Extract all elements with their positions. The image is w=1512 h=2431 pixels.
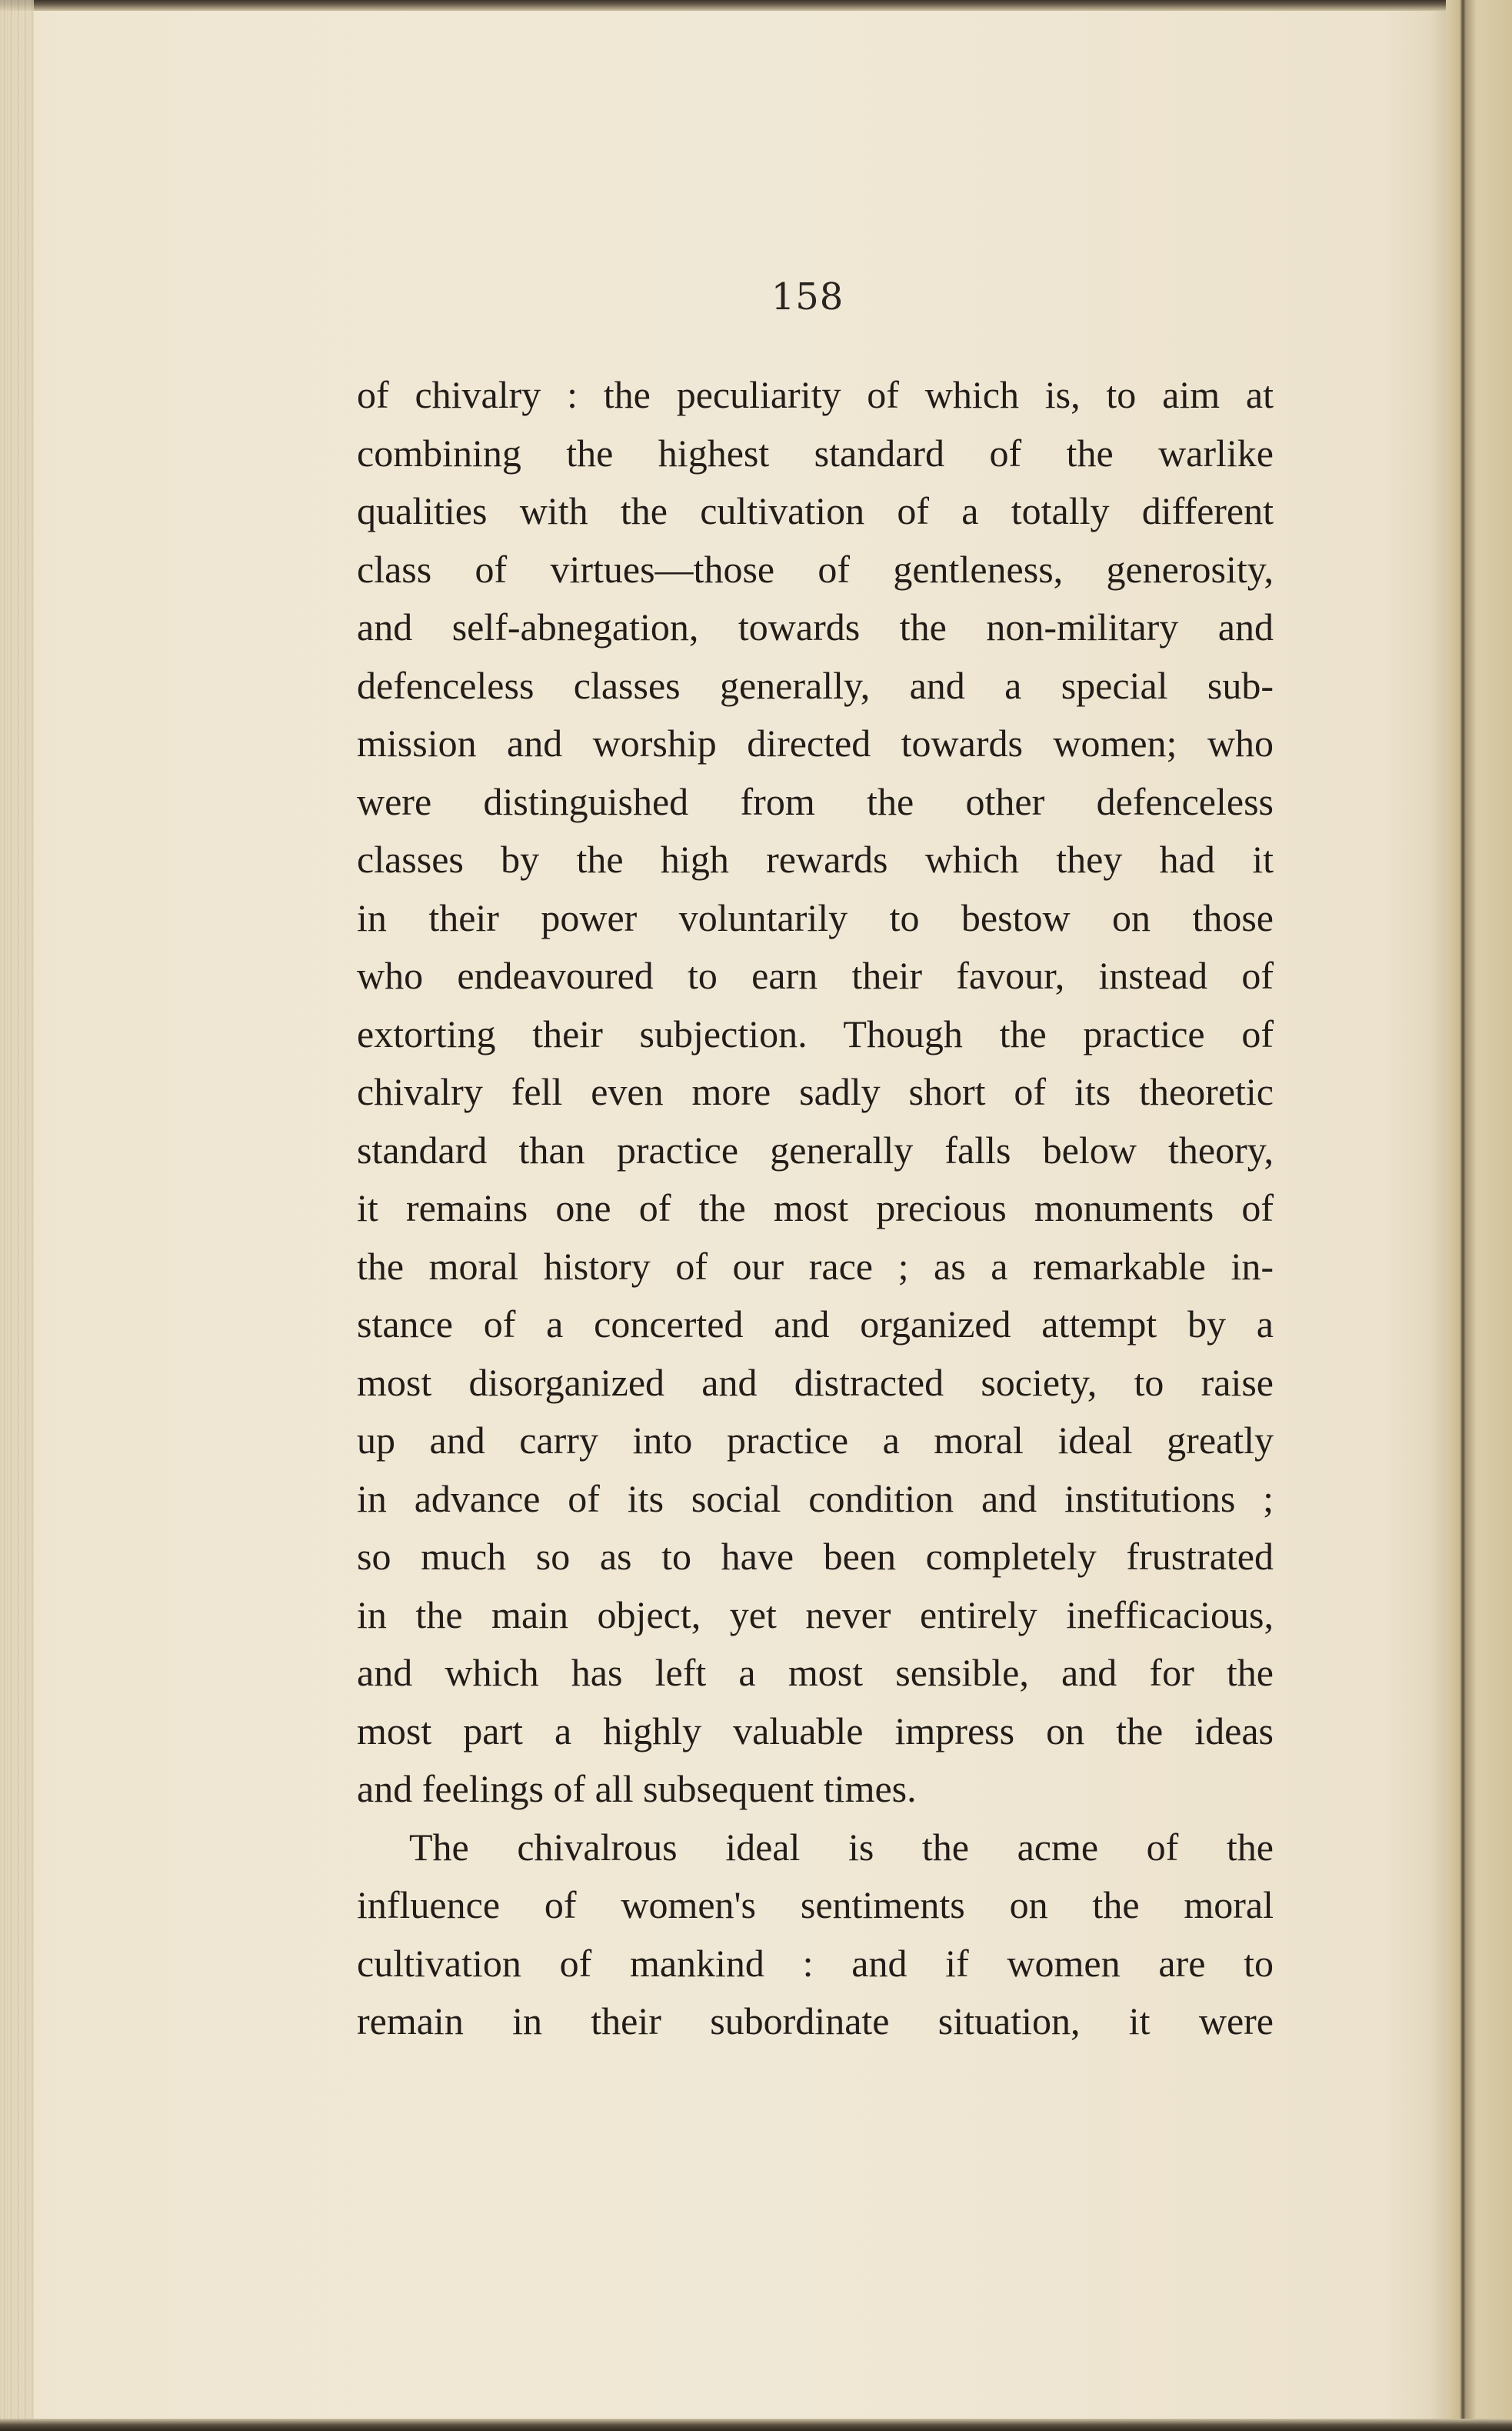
text-line: standard than practice generally falls below theory, [357, 1128, 1274, 1172]
text-line: chivalry fell even more sadly short of its theoretic [357, 1070, 1274, 1113]
text-line: classes by the high rewards which they had it [357, 838, 1274, 881]
text-line: were distinguished from the other defenceless [357, 779, 1274, 823]
text-line: who endeavoured to earn their favour, instead of [357, 954, 1274, 997]
text-line: cultivation of mankind : and if women are to [357, 1941, 1274, 1985]
body-text [357, 366, 1274, 2051]
text-line: extorting their subjection. Though the practice of [357, 1012, 1274, 1055]
text-line: so much so as to have been completely frustrated [357, 1535, 1274, 1578]
page-top-edge [0, 0, 1512, 11]
text-line: mission and worship directed towards women; who [357, 722, 1274, 765]
text-line: up and carry into practice a moral ideal greatly [357, 1419, 1274, 1462]
text-line: in advance of its social condition and institutions ; [357, 1476, 1274, 1520]
text-line: defenceless classes generally, and a special sub- [357, 663, 1274, 707]
text-line: The chivalrous ideal is the acme of the [409, 1825, 1274, 1869]
text-line: and feelings of all subsequent times. [357, 1767, 917, 1810]
text-line: in the main object, yet never entirely inefficacious, [357, 1592, 1274, 1636]
text-line: in their power voluntarily to bestow on those [357, 895, 1274, 939]
text-line: and self-abnegation, towards the non-military and [357, 605, 1274, 649]
text-line: remain in their subordinate situation, it were [357, 1999, 1274, 2043]
page-number: 158 [771, 275, 844, 318]
text-line: stance of a concerted and organized attempt by a [357, 1302, 1274, 1346]
text-line: most part a highly valuable impress on the ideas [357, 1709, 1274, 1752]
text-line: class of virtues—those of gentleness, generosity, [357, 547, 1274, 591]
page-bottom-edge [0, 2419, 1512, 2431]
text-line: of chivalry : the peculiarity of which is, to aim at [357, 373, 1274, 416]
text-line: qualities with the cultivation of a totally different [357, 489, 1274, 532]
text-line: and which has left a most sensible, and for the [357, 1651, 1274, 1694]
text-line: most disorganized and distracted society, to raise [357, 1360, 1274, 1404]
text-line: influence of women's sentiments on the moral [357, 1883, 1274, 1926]
text-line: it remains one of the most precious monuments of [357, 1186, 1274, 1229]
text-line: combining the highest standard of the warlike [357, 431, 1274, 475]
book-spine-fold [1446, 0, 1512, 2431]
text-line: the moral history of our race ; as a remarkable in- [357, 1244, 1274, 1288]
page-left-edge [0, 0, 34, 2431]
